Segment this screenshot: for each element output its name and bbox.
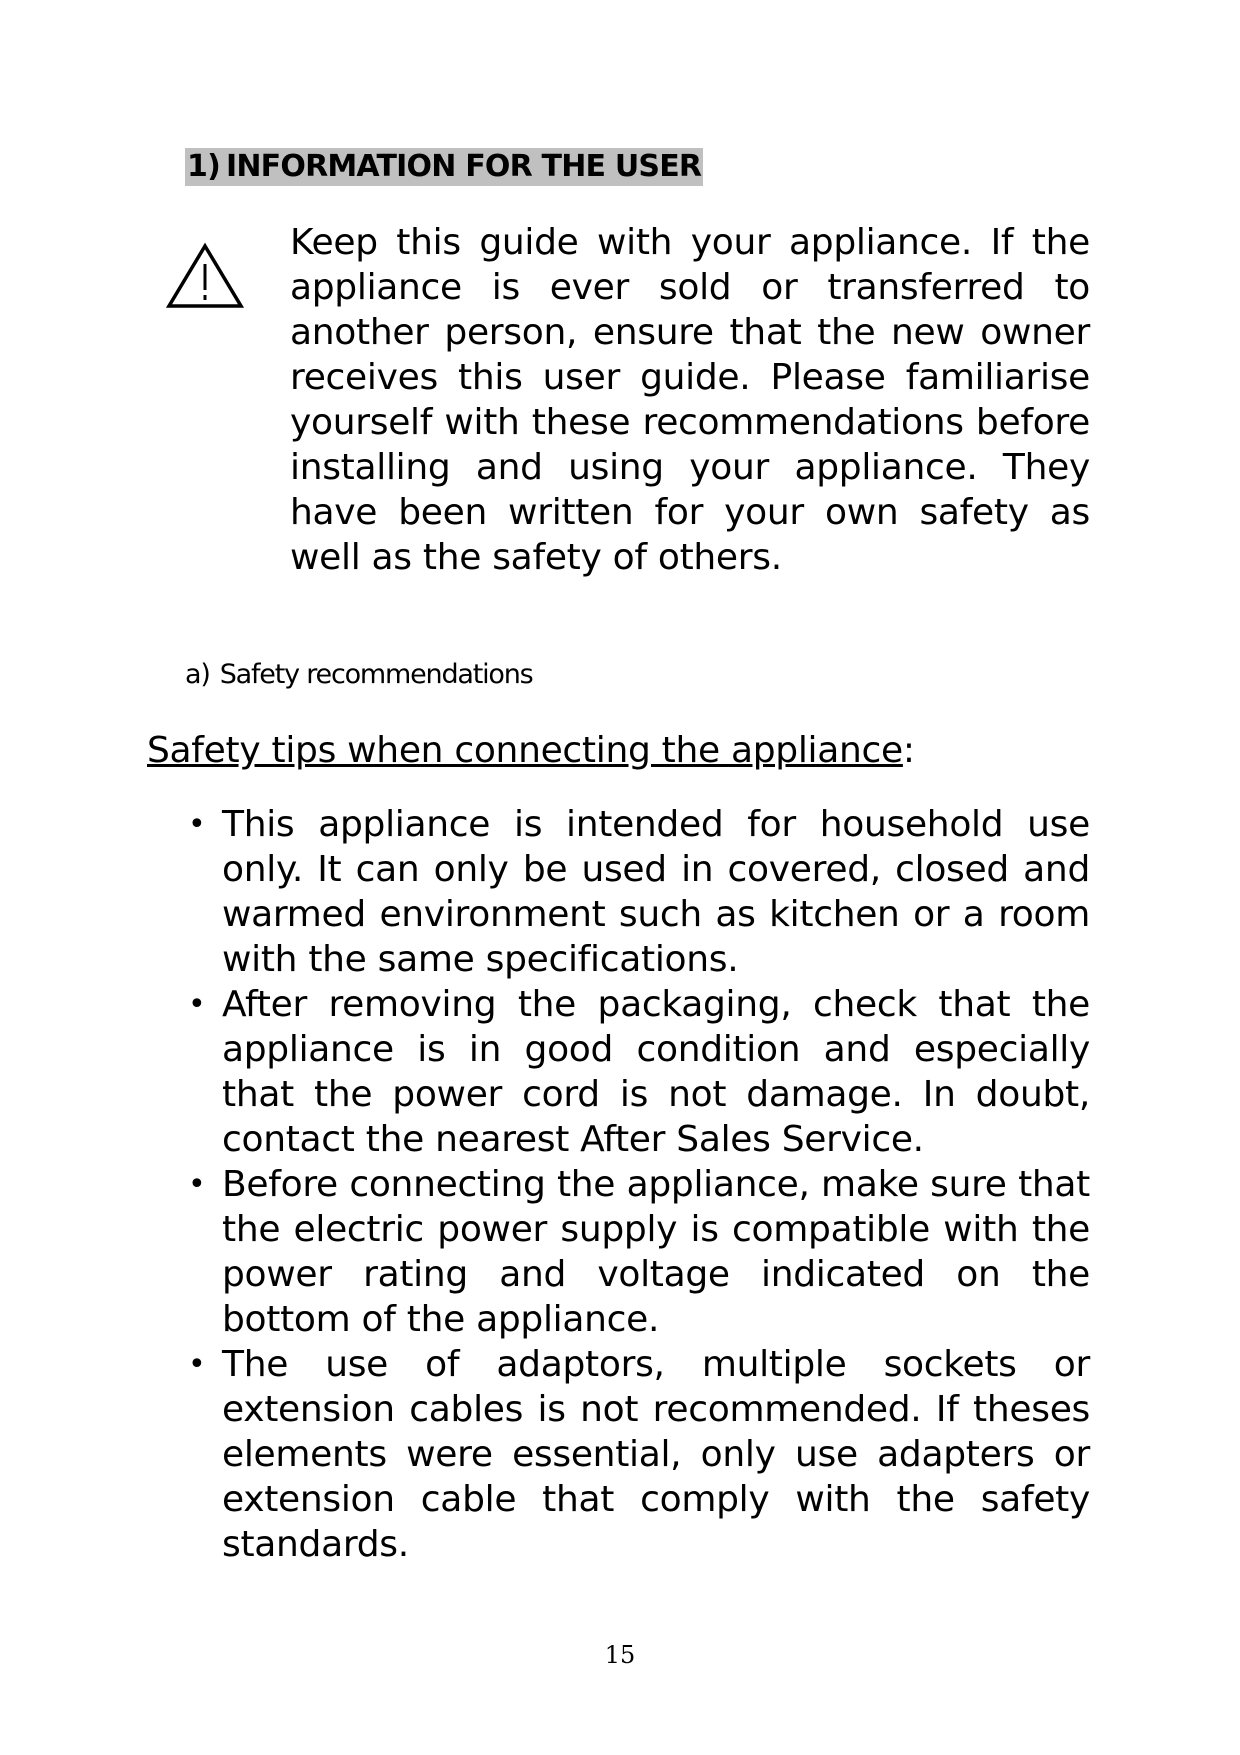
section-heading — [185, 148, 703, 186]
tips-title: Safety tips when connecting the appliance — [147, 730, 903, 771]
bullet-icon: • — [188, 1167, 206, 1202]
subsection-heading — [185, 658, 533, 692]
bullet-icon: • — [188, 987, 206, 1022]
warning-triangle-icon — [165, 242, 245, 312]
tips-title-suffix: : — [902, 730, 915, 771]
section-title: INFORMATION FOR THE USER — [226, 149, 702, 184]
bullet-icon: • — [188, 1347, 206, 1382]
list-item-text: Before connecting the appliance, make sure that the electric power supply is compatible with the power rating and voltage indicated on the bottom of the appliance. — [222, 1164, 1090, 1340]
list-item-text: This appliance is intended for household use only. It can only be used in covered, closed and warmed environment such as kitchen or a room with the same specifications. — [222, 804, 1090, 980]
tips-heading — [147, 728, 915, 773]
list-item — [188, 1342, 1090, 1567]
page-number: 15 — [604, 1641, 636, 1669]
list-item — [188, 982, 1090, 1162]
section-number: 1) — [187, 149, 220, 184]
bullet-icon: • — [188, 807, 206, 842]
list-item-text: The use of adaptors, multiple sockets or extension cables is not recommended. If theses elements were essential, only use adapters or extension cable that comply with the safety standards. — [222, 1344, 1090, 1565]
list-item — [188, 802, 1090, 982]
list-item — [188, 1162, 1090, 1342]
subsection-title: Safety recommendations — [219, 659, 533, 690]
list-item-text: After removing the packaging, check that the appliance is in good condition and especially that the power cord is not damage. In doubt, contact the nearest After Sales Service. — [222, 984, 1090, 1160]
warning-paragraph: Keep this guide with your appliance. If the appliance is ever sold or transferred to another person, ensure that the new owner receives this user guide. Please familiarise yourself with these recommendations before installing and using your appliance. They have been written for your own safety as well as the safety of others. — [290, 222, 1090, 578]
safety-tips-list — [188, 802, 1090, 1567]
subsection-letter: a) — [185, 659, 210, 690]
